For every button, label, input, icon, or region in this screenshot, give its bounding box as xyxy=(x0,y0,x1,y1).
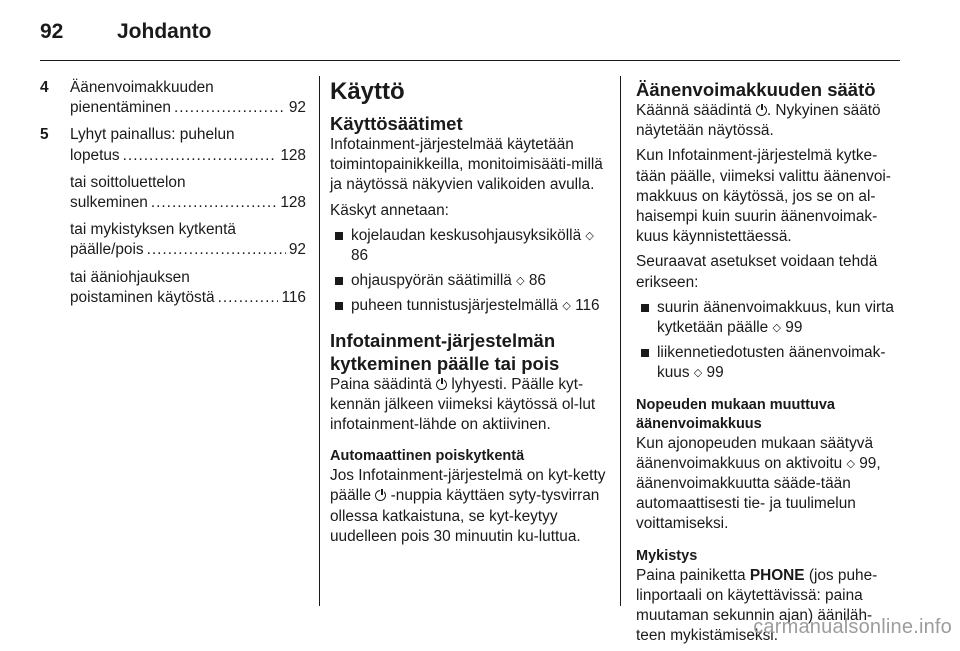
toc-item-leader[interactable] xyxy=(70,98,306,118)
power-knob-icon xyxy=(375,490,386,501)
section-title: Käyttö xyxy=(330,78,405,105)
toc-item-page[interactable]: 128 xyxy=(280,146,306,164)
volume-heading: Äänenvoimakkuuden säätö xyxy=(636,79,876,100)
toc-item-leader[interactable] xyxy=(70,193,306,213)
leader-dots xyxy=(151,193,277,213)
power-heading-line: kytkeminen päälle tai pois xyxy=(330,352,560,374)
speed-heading-line: äänenvoimakkuus xyxy=(636,415,762,432)
mute-text-part: Paina painiketta xyxy=(636,566,746,584)
phone-button-label: PHONE xyxy=(749,566,805,584)
speed-volume-heading xyxy=(636,396,902,434)
leader-dots xyxy=(147,240,286,260)
toc-item-label: pienentäminen xyxy=(70,99,171,117)
auto-off-section xyxy=(330,447,606,547)
list-item xyxy=(636,343,902,383)
list-item xyxy=(330,271,606,291)
control-entry-5 xyxy=(40,125,306,308)
auto-off-heading: Automaattinen poiskytkentä xyxy=(330,448,525,465)
toc-item-page[interactable]: 116 xyxy=(281,288,306,306)
list-item-text: liikennetiedotusten äänenvoimak-kuus xyxy=(657,344,886,382)
speed-volume-text xyxy=(636,434,902,535)
page-number: 92 xyxy=(40,20,64,43)
power-heading xyxy=(330,329,606,375)
list-item xyxy=(330,296,606,316)
page-reference[interactable]: 99 xyxy=(785,319,803,337)
volume-para: Seuraavat asetukset voidaan tehdä erikseen: xyxy=(636,253,878,291)
power-heading-line: Infotainment-järjestelmän xyxy=(330,329,556,351)
power-text-part: lyhyesti. Päälle kyt-kennän jälkeen viimeksi käytössä ol-lut infotainment-lähde on aktiivinen. xyxy=(330,375,596,434)
volume-column xyxy=(636,78,902,651)
toc-item-label: päälle/pois xyxy=(70,241,144,259)
toc-item-label: sulkeminen xyxy=(70,194,148,212)
auto-off-text-part: Jos Infotainment-järjestelmä on kyt-ketty päälle xyxy=(330,467,606,505)
toc-item-line: tai ääniohjauksen xyxy=(70,268,190,286)
auto-off-text xyxy=(330,466,606,547)
mute-text-part: (jos puhe-linportaali on käytettävissä: paina muutaman sekunnin ajan) ääniläh-teen mykistämiseksi. xyxy=(636,566,878,645)
toc-item xyxy=(70,125,306,165)
volume-settings-list xyxy=(636,298,902,384)
speed-volume-section xyxy=(636,396,902,535)
toc-item-page[interactable]: 92 xyxy=(288,241,306,259)
list-item xyxy=(636,298,902,338)
toc-item-page[interactable]: 92 xyxy=(288,99,306,117)
page-reference[interactable]: 99 xyxy=(706,364,724,382)
controls-heading: Käyttösäätimet xyxy=(330,113,463,134)
commands-intro: Käskyt annetaan: xyxy=(330,201,449,219)
command-list xyxy=(330,226,606,317)
control-number: 4 xyxy=(40,79,49,96)
page-reference[interactable]: 99 xyxy=(859,454,877,472)
list-item-text: suurin äänenvoimakkuus, kun virta kytketään päälle xyxy=(657,298,894,337)
controls-intro: Infotainment-järjestelmää käytetään toimintopainikkeilla, monitoimisääti-millä ja näytössä näkyvien valikoiden avulla. xyxy=(330,136,603,194)
toc-item-line: tai soittoluettelon xyxy=(70,173,186,191)
toc-item-line: tai mykistyksen kytkentä xyxy=(70,221,236,239)
page-reference-icon: ◇ xyxy=(562,300,571,313)
leader-dots xyxy=(123,146,278,166)
auto-off-text-part: -nuppia käyttäen syty-tysvirran ollessa katkaistuna, se kyt-keytyy uudelleen pois 30 minuutin ku-luttua. xyxy=(330,487,600,545)
speed-text-part: , äänenvoimakkuutta sääde-tään automaattisesti tie- ja tuulimelun voittamiseksi. xyxy=(636,454,881,533)
page-reference-icon: ◇ xyxy=(772,322,781,335)
column-divider-2 xyxy=(620,76,621,606)
chapter-title: Johdanto xyxy=(117,20,212,43)
toc-item-line: Äänenvoimakkuuden xyxy=(70,79,214,96)
list-item-text: puheen tunnistusjärjestelmällä xyxy=(351,297,559,315)
power-text xyxy=(330,375,606,436)
page-reference[interactable]: 86 xyxy=(351,247,369,265)
column-divider-1 xyxy=(319,76,320,606)
toc-item xyxy=(70,78,306,118)
page-reference-icon: ◇ xyxy=(693,367,703,380)
watermark: carmanualsonline.info xyxy=(753,616,952,638)
control-number: 5 xyxy=(40,126,49,144)
toc-item xyxy=(70,220,306,260)
list-item-text: ohjauspyörän säätimillä xyxy=(351,272,512,290)
control-entry-4 xyxy=(40,78,306,118)
toc-item-leader[interactable] xyxy=(70,146,306,166)
power-knob-icon xyxy=(756,105,767,116)
speed-text-part: Kun ajonopeuden mukaan säätyvä äänenvoimakkuus on aktivoitu xyxy=(636,434,874,472)
control-index xyxy=(40,78,306,315)
list-item-text: kojelaudan keskusohjausyksiköllä xyxy=(351,226,582,244)
leader-dots xyxy=(174,98,286,118)
usage-column xyxy=(330,78,606,552)
power-section xyxy=(330,329,606,436)
toc-item-line: Lyhyt painallus: puhelun xyxy=(70,126,235,144)
speed-heading-line: Nopeuden mukaan muuttuva xyxy=(636,396,835,413)
toc-item-label: poistaminen käytöstä xyxy=(70,288,215,306)
page-reference[interactable]: 86 xyxy=(528,272,546,290)
header-rule xyxy=(40,60,900,61)
toc-item-label: lopetus xyxy=(70,146,120,164)
power-text-part: Paina säädintä xyxy=(330,375,432,393)
leader-dots xyxy=(218,288,279,308)
toc-item xyxy=(70,173,306,213)
page-reference-icon: ◇ xyxy=(846,457,855,470)
mute-heading: Mykistys xyxy=(636,547,698,564)
toc-item-leader[interactable] xyxy=(70,288,306,308)
toc-item-page[interactable]: 128 xyxy=(280,194,306,212)
power-knob-icon xyxy=(436,379,447,390)
volume-text-part: . Nykyinen säätö näytetään näytössä. xyxy=(636,102,881,140)
toc-item xyxy=(70,268,306,308)
page-reference-icon: ◇ xyxy=(585,229,594,242)
page-reference-icon: ◇ xyxy=(516,275,525,288)
volume-text xyxy=(636,101,902,141)
toc-item-leader[interactable] xyxy=(70,240,306,260)
page-reference[interactable]: 116 xyxy=(575,297,600,315)
volume-para: Kun Infotainment-järjestelmä kytke-tään päälle, viimeksi valittu äänenvoi-makkuus on käytössä, jos se on al-haisempi kuin suurin äänenvoimak-kuus käynnistettäessä. xyxy=(636,147,891,246)
list-item xyxy=(330,226,606,266)
volume-text-part: Käännä säädintä xyxy=(636,102,752,119)
